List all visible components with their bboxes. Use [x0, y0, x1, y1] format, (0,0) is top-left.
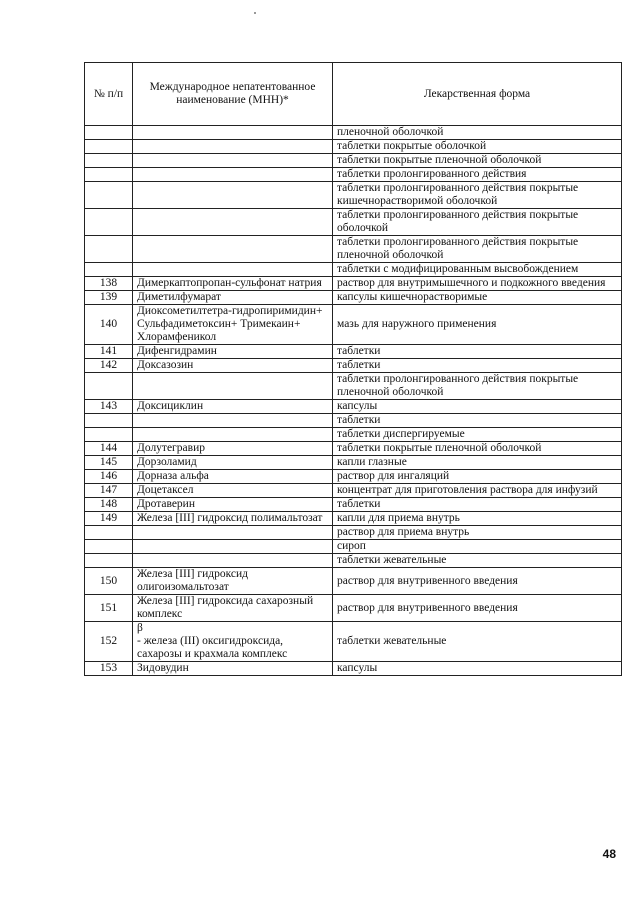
row-inn	[133, 540, 333, 554]
row-inn	[133, 154, 333, 168]
table-row	[85, 428, 622, 442]
row-dosage-form: таблетки пролонгированного действия покрытые пленочной оболочкой	[333, 236, 622, 263]
row-dosage-form: капсулы	[333, 662, 622, 676]
row-inn: Доцетаксел	[133, 484, 333, 498]
row-number: 153	[85, 662, 133, 676]
row-number: 141	[85, 345, 133, 359]
table-row	[85, 263, 622, 277]
row-dosage-form: таблетки пролонгированного действия покрытые пленочной оболочкой	[333, 373, 622, 400]
row-dosage-form: таблетки пролонгированного действия	[333, 168, 622, 182]
row-inn: Диметилфумарат	[133, 291, 333, 305]
row-inn	[133, 140, 333, 154]
table-row	[85, 554, 622, 568]
table-row	[85, 498, 622, 512]
row-dosage-form: раствор для внутримышечного и подкожного введения	[333, 277, 622, 291]
row-number: 145	[85, 456, 133, 470]
row-number	[85, 428, 133, 442]
table-row	[85, 305, 622, 345]
table-row	[85, 154, 622, 168]
table-row	[85, 345, 622, 359]
table-row	[85, 622, 622, 662]
row-number	[85, 140, 133, 154]
row-dosage-form: раствор для внутривенного введения	[333, 568, 622, 595]
row-dosage-form: пленочной оболочкой	[333, 126, 622, 140]
row-inn: Железа [III] гидроксид олигоизомальтозат	[133, 568, 333, 595]
row-number: 152	[85, 622, 133, 662]
row-dosage-form: концентрат для приготовления раствора для инфузий	[333, 484, 622, 498]
table-row	[85, 484, 622, 498]
row-number: 151	[85, 595, 133, 622]
row-inn: Железа [III] гидроксид полимальтозат	[133, 512, 333, 526]
row-number	[85, 236, 133, 263]
row-number: 140	[85, 305, 133, 345]
row-inn: Доксициклин	[133, 400, 333, 414]
row-number: 146	[85, 470, 133, 484]
drug-table	[84, 62, 622, 676]
row-number	[85, 540, 133, 554]
row-dosage-form: таблетки	[333, 345, 622, 359]
row-dosage-form: таблетки пролонгированного действия покрытые кишечнорастворимой оболочкой	[333, 182, 622, 209]
row-number: 150	[85, 568, 133, 595]
table-row	[85, 209, 622, 236]
table-row	[85, 140, 622, 154]
row-inn	[133, 126, 333, 140]
scan-dot	[254, 12, 256, 14]
row-inn: Дорзоламид	[133, 456, 333, 470]
header-num: № п/п	[85, 63, 133, 126]
row-inn: Диоксометилтетра-гидропиримидин+ Сульфадиметоксин+ Тримекаин+ Хлорамфеникол	[133, 305, 333, 345]
table-row	[85, 526, 622, 540]
row-inn	[133, 168, 333, 182]
table-row	[85, 662, 622, 676]
row-dosage-form: раствор для ингаляций	[333, 470, 622, 484]
row-number	[85, 373, 133, 400]
row-number	[85, 154, 133, 168]
row-dosage-form: раствор для приема внутрь	[333, 526, 622, 540]
row-inn: Долутегравир	[133, 442, 333, 456]
table-row	[85, 277, 622, 291]
row-number	[85, 168, 133, 182]
row-dosage-form: таблетки пролонгированного действия покрытые оболочкой	[333, 209, 622, 236]
row-number: 147	[85, 484, 133, 498]
row-inn: Димеркаптопропан-сульфонат натрия	[133, 277, 333, 291]
row-dosage-form: таблетки	[333, 414, 622, 428]
table-row	[85, 414, 622, 428]
row-inn: Доксазозин	[133, 359, 333, 373]
table-row	[85, 400, 622, 414]
row-number	[85, 126, 133, 140]
row-number: 149	[85, 512, 133, 526]
row-inn: β - железа (III) оксигидроксида, сахарозы и крахмала комплекс	[133, 622, 333, 662]
table-row	[85, 512, 622, 526]
row-inn	[133, 209, 333, 236]
table-row	[85, 595, 622, 622]
row-inn	[133, 182, 333, 209]
page-number: 48	[602, 847, 616, 861]
row-dosage-form: таблетки	[333, 359, 622, 373]
table-row	[85, 540, 622, 554]
table-row	[85, 182, 622, 209]
header-form: Лекарственная форма	[333, 63, 622, 126]
row-inn: Дорназа альфа	[133, 470, 333, 484]
row-dosage-form: таблетки покрытые пленочной оболочкой	[333, 154, 622, 168]
row-number	[85, 209, 133, 236]
row-dosage-form: таблетки с модифицированным высвобождением	[333, 263, 622, 277]
row-dosage-form: таблетки покрытые оболочкой	[333, 140, 622, 154]
row-dosage-form: капсулы	[333, 400, 622, 414]
row-number	[85, 182, 133, 209]
table-row	[85, 168, 622, 182]
row-number	[85, 263, 133, 277]
row-number: 148	[85, 498, 133, 512]
row-number	[85, 526, 133, 540]
row-number: 138	[85, 277, 133, 291]
table-row	[85, 236, 622, 263]
table-row	[85, 359, 622, 373]
row-inn: Железа [III] гидроксида сахарозный комплекс	[133, 595, 333, 622]
row-number	[85, 414, 133, 428]
table-row	[85, 442, 622, 456]
row-number	[85, 554, 133, 568]
table-body	[85, 126, 622, 676]
table-row	[85, 291, 622, 305]
row-number: 144	[85, 442, 133, 456]
header-inn: Международное непатентованное наименование (МНН)*	[133, 63, 333, 126]
row-dosage-form: таблетки	[333, 498, 622, 512]
row-number: 139	[85, 291, 133, 305]
table-row	[85, 126, 622, 140]
row-inn	[133, 526, 333, 540]
row-dosage-form: таблетки жевательные	[333, 622, 622, 662]
row-inn: Дротаверин	[133, 498, 333, 512]
row-dosage-form: таблетки покрытые пленочной оболочкой	[333, 442, 622, 456]
row-dosage-form: капсулы кишечнорастворимые	[333, 291, 622, 305]
table-row	[85, 456, 622, 470]
row-inn: Зидовудин	[133, 662, 333, 676]
row-inn	[133, 554, 333, 568]
row-dosage-form: сироп	[333, 540, 622, 554]
row-inn	[133, 428, 333, 442]
row-inn	[133, 263, 333, 277]
row-dosage-form: капли для приема внутрь	[333, 512, 622, 526]
table-header-row	[85, 63, 622, 126]
row-dosage-form: таблетки диспергируемые	[333, 428, 622, 442]
row-inn	[133, 236, 333, 263]
row-inn: Дифенгидрамин	[133, 345, 333, 359]
table-row	[85, 568, 622, 595]
row-dosage-form: таблетки жевательные	[333, 554, 622, 568]
row-number: 143	[85, 400, 133, 414]
row-number: 142	[85, 359, 133, 373]
table-row	[85, 470, 622, 484]
table-row	[85, 373, 622, 400]
row-dosage-form: мазь для наружного применения	[333, 305, 622, 345]
row-inn	[133, 414, 333, 428]
row-dosage-form: капли глазные	[333, 456, 622, 470]
row-dosage-form: раствор для внутривенного введения	[333, 595, 622, 622]
row-inn	[133, 373, 333, 400]
